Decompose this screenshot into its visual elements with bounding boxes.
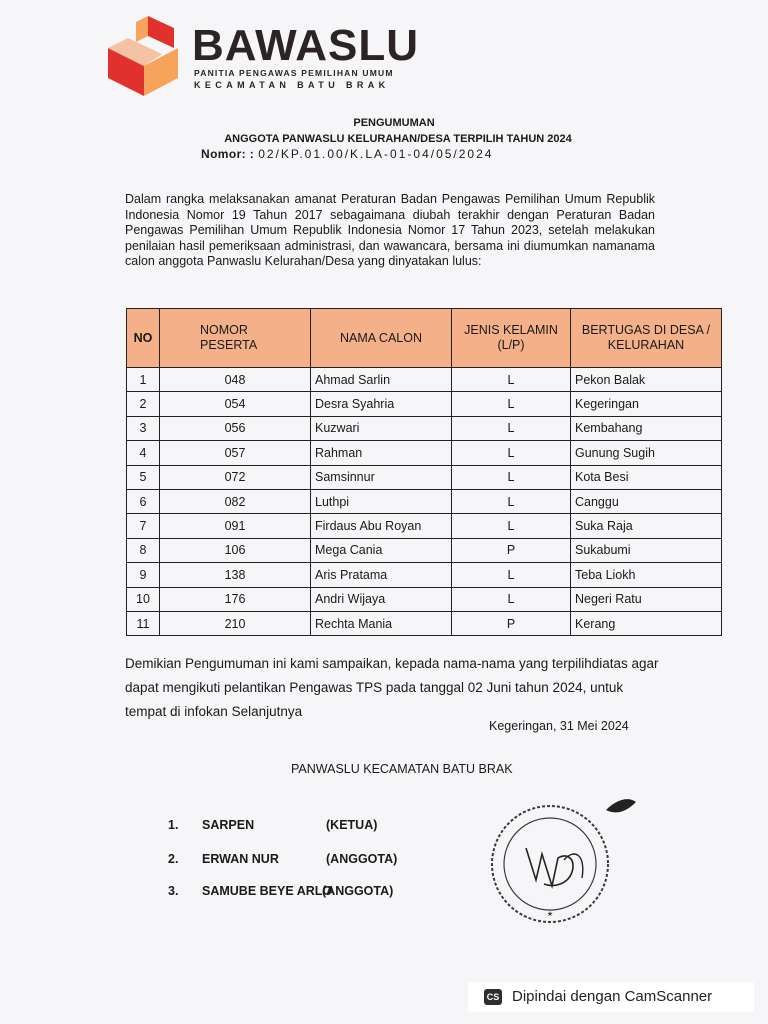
header-no: NO [127, 309, 160, 368]
row-jenis-kelamin: L [452, 416, 571, 440]
table-header-row [127, 309, 722, 368]
document-number-label: Nomor: : [201, 147, 255, 161]
camscanner-watermark [468, 982, 754, 1012]
row-nama-calon: Rahman [311, 441, 452, 465]
row-desa: Pekon Balak [571, 368, 722, 392]
candidate-table [126, 308, 722, 636]
header-nama-calon: NAMA CALON [311, 309, 452, 368]
signatory-number: 3. [168, 884, 179, 898]
row-desa: Sukabumi [571, 538, 722, 562]
row-nama-calon: Aris Pratama [311, 563, 452, 587]
place-date: Kegeringan, 31 Mei 2024 [489, 719, 629, 733]
announcement-title: PENGUMUMAN [353, 117, 435, 129]
document-number-value: 02/KP.01.00/K.LA-01-04/05/2024 [258, 147, 494, 161]
row-jenis-kelamin: L [452, 514, 571, 538]
svg-text:★: ★ [546, 911, 554, 918]
row-jenis-kelamin: L [452, 587, 571, 611]
row-jenis-kelamin: L [452, 441, 571, 465]
row-nomor-peserta: 056 [160, 416, 311, 440]
row-jenis-kelamin: L [452, 392, 571, 416]
row-no: 1 [127, 368, 160, 392]
bawaslu-logo-icon [104, 14, 188, 98]
row-desa: Teba Liokh [571, 563, 722, 587]
row-no: 11 [127, 611, 160, 635]
row-nomor-peserta: 048 [160, 368, 311, 392]
camscanner-text: Dipindai dengan CamScanner [512, 988, 713, 1005]
row-jenis-kelamin: L [452, 465, 571, 489]
table-row [127, 587, 722, 611]
camscanner-icon: CS [484, 989, 502, 1005]
row-nama-calon: Samsinnur [311, 465, 452, 489]
signatory-name: SARPEN [202, 818, 255, 832]
announcement-subtitle: ANGGOTA PANWASLU KELURAHAN/DESA TERPILIH TAHUN 2024 [224, 133, 572, 145]
row-nomor-peserta: 082 [160, 489, 311, 513]
row-desa: Gunung Sugih [571, 441, 722, 465]
row-no: 5 [127, 465, 160, 489]
signatory-role: (ANGGOTA) [322, 884, 394, 898]
row-jenis-kelamin: L [452, 489, 571, 513]
row-jenis-kelamin: L [452, 563, 571, 587]
row-desa: Kembahang [571, 416, 722, 440]
row-desa: Suka Raja [571, 514, 722, 538]
header-jenis-kelamin: JENIS KELAMIN (L/P) [452, 309, 571, 368]
row-desa: Kegeringan [571, 392, 722, 416]
row-desa: Kerang [571, 611, 722, 635]
signatory-number: 2. [168, 852, 179, 866]
table-body [127, 368, 722, 636]
table-row [127, 392, 722, 416]
logo-location: KECAMATAN BATU BRAK [194, 80, 390, 90]
row-no: 2 [127, 392, 160, 416]
row-no: 10 [127, 587, 160, 611]
table-row [127, 611, 722, 635]
row-nama-calon: Andri Wijaya [311, 587, 452, 611]
row-nomor-peserta: 072 [160, 465, 311, 489]
row-desa: Canggu [571, 489, 722, 513]
row-jenis-kelamin: L [452, 368, 571, 392]
official-stamp-icon [478, 788, 648, 928]
signatory-name: SAMUBE BEYE ARLO [202, 884, 333, 898]
intro-paragraph: Dalam rangka melaksanakan amanat Peraturan Badan Pengawas Pemilihan Umum Republik Indonesia Nomor 19 Tahun 2017 sebagaimana diubah terakhir dengan Peraturan Badan Pengawas Pemilihan Umum Republik Indonesia Nomor 17 Tahun 2023, setelah melakukan penilaian hasil pemeriksaan administrasi, dan wawancara, bersama ini diumumkan namanama calon anggota Panwaslu Kelurahan/Desa yang dinyatakan lulus: [125, 192, 655, 268]
table-row [127, 563, 722, 587]
table-row [127, 538, 722, 562]
table-row [127, 489, 722, 513]
row-no: 6 [127, 489, 160, 513]
row-nama-calon: Rechta Mania [311, 611, 452, 635]
row-nomor-peserta: 138 [160, 563, 311, 587]
row-jenis-kelamin: P [452, 538, 571, 562]
header-nomor-peserta: NOMOR PESERTA [160, 309, 311, 368]
table-row [127, 465, 722, 489]
row-nama-calon: Firdaus Abu Royan [311, 514, 452, 538]
row-nomor-peserta: 054 [160, 392, 311, 416]
logo-wordmark: BAWASLU [192, 21, 419, 70]
row-nama-calon: Luthpi [311, 489, 452, 513]
row-no: 7 [127, 514, 160, 538]
table-row [127, 514, 722, 538]
row-nama-calon: Mega Cania [311, 538, 452, 562]
row-nama-calon: Kuzwari [311, 416, 452, 440]
table-row [127, 368, 722, 392]
logo-subtitle: PANITIA PENGAWAS PEMILIHAN UMUM [194, 68, 394, 78]
closing-paragraph: Demikian Pengumuman ini kami sampaikan, kepada nama-nama yang terpilihdiatas agar dapat mengikuti pelantikan Pengawas TPS pada tanggal 02 Juni tahun 2024, untuk tempat di infokan Selanjutnya [125, 656, 659, 719]
row-no: 8 [127, 538, 160, 562]
row-no: 9 [127, 563, 160, 587]
row-no: 4 [127, 441, 160, 465]
row-nama-calon: Desra Syahria [311, 392, 452, 416]
signatory-name: ERWAN NUR [202, 852, 279, 866]
table-row [127, 416, 722, 440]
row-nama-calon: Ahmad Sarlin [311, 368, 452, 392]
row-nomor-peserta: 176 [160, 587, 311, 611]
organization-name: PANWASLU KECAMATAN BATU BRAK [291, 762, 513, 776]
row-nomor-peserta: 210 [160, 611, 311, 635]
document-number [201, 147, 493, 161]
row-nomor-peserta: 057 [160, 441, 311, 465]
row-nomor-peserta: 091 [160, 514, 311, 538]
signatory-number: 1. [168, 818, 179, 832]
signatory-role: (KETUA) [326, 818, 378, 832]
row-nomor-peserta: 106 [160, 538, 311, 562]
row-no: 3 [127, 416, 160, 440]
signatory-role: (ANGGOTA) [326, 852, 398, 866]
table-row [127, 441, 722, 465]
row-jenis-kelamin: P [452, 611, 571, 635]
row-desa: Negeri Ratu [571, 587, 722, 611]
row-desa: Kota Besi [571, 465, 722, 489]
header-desa: BERTUGAS DI DESA / KELURAHAN [571, 309, 722, 368]
